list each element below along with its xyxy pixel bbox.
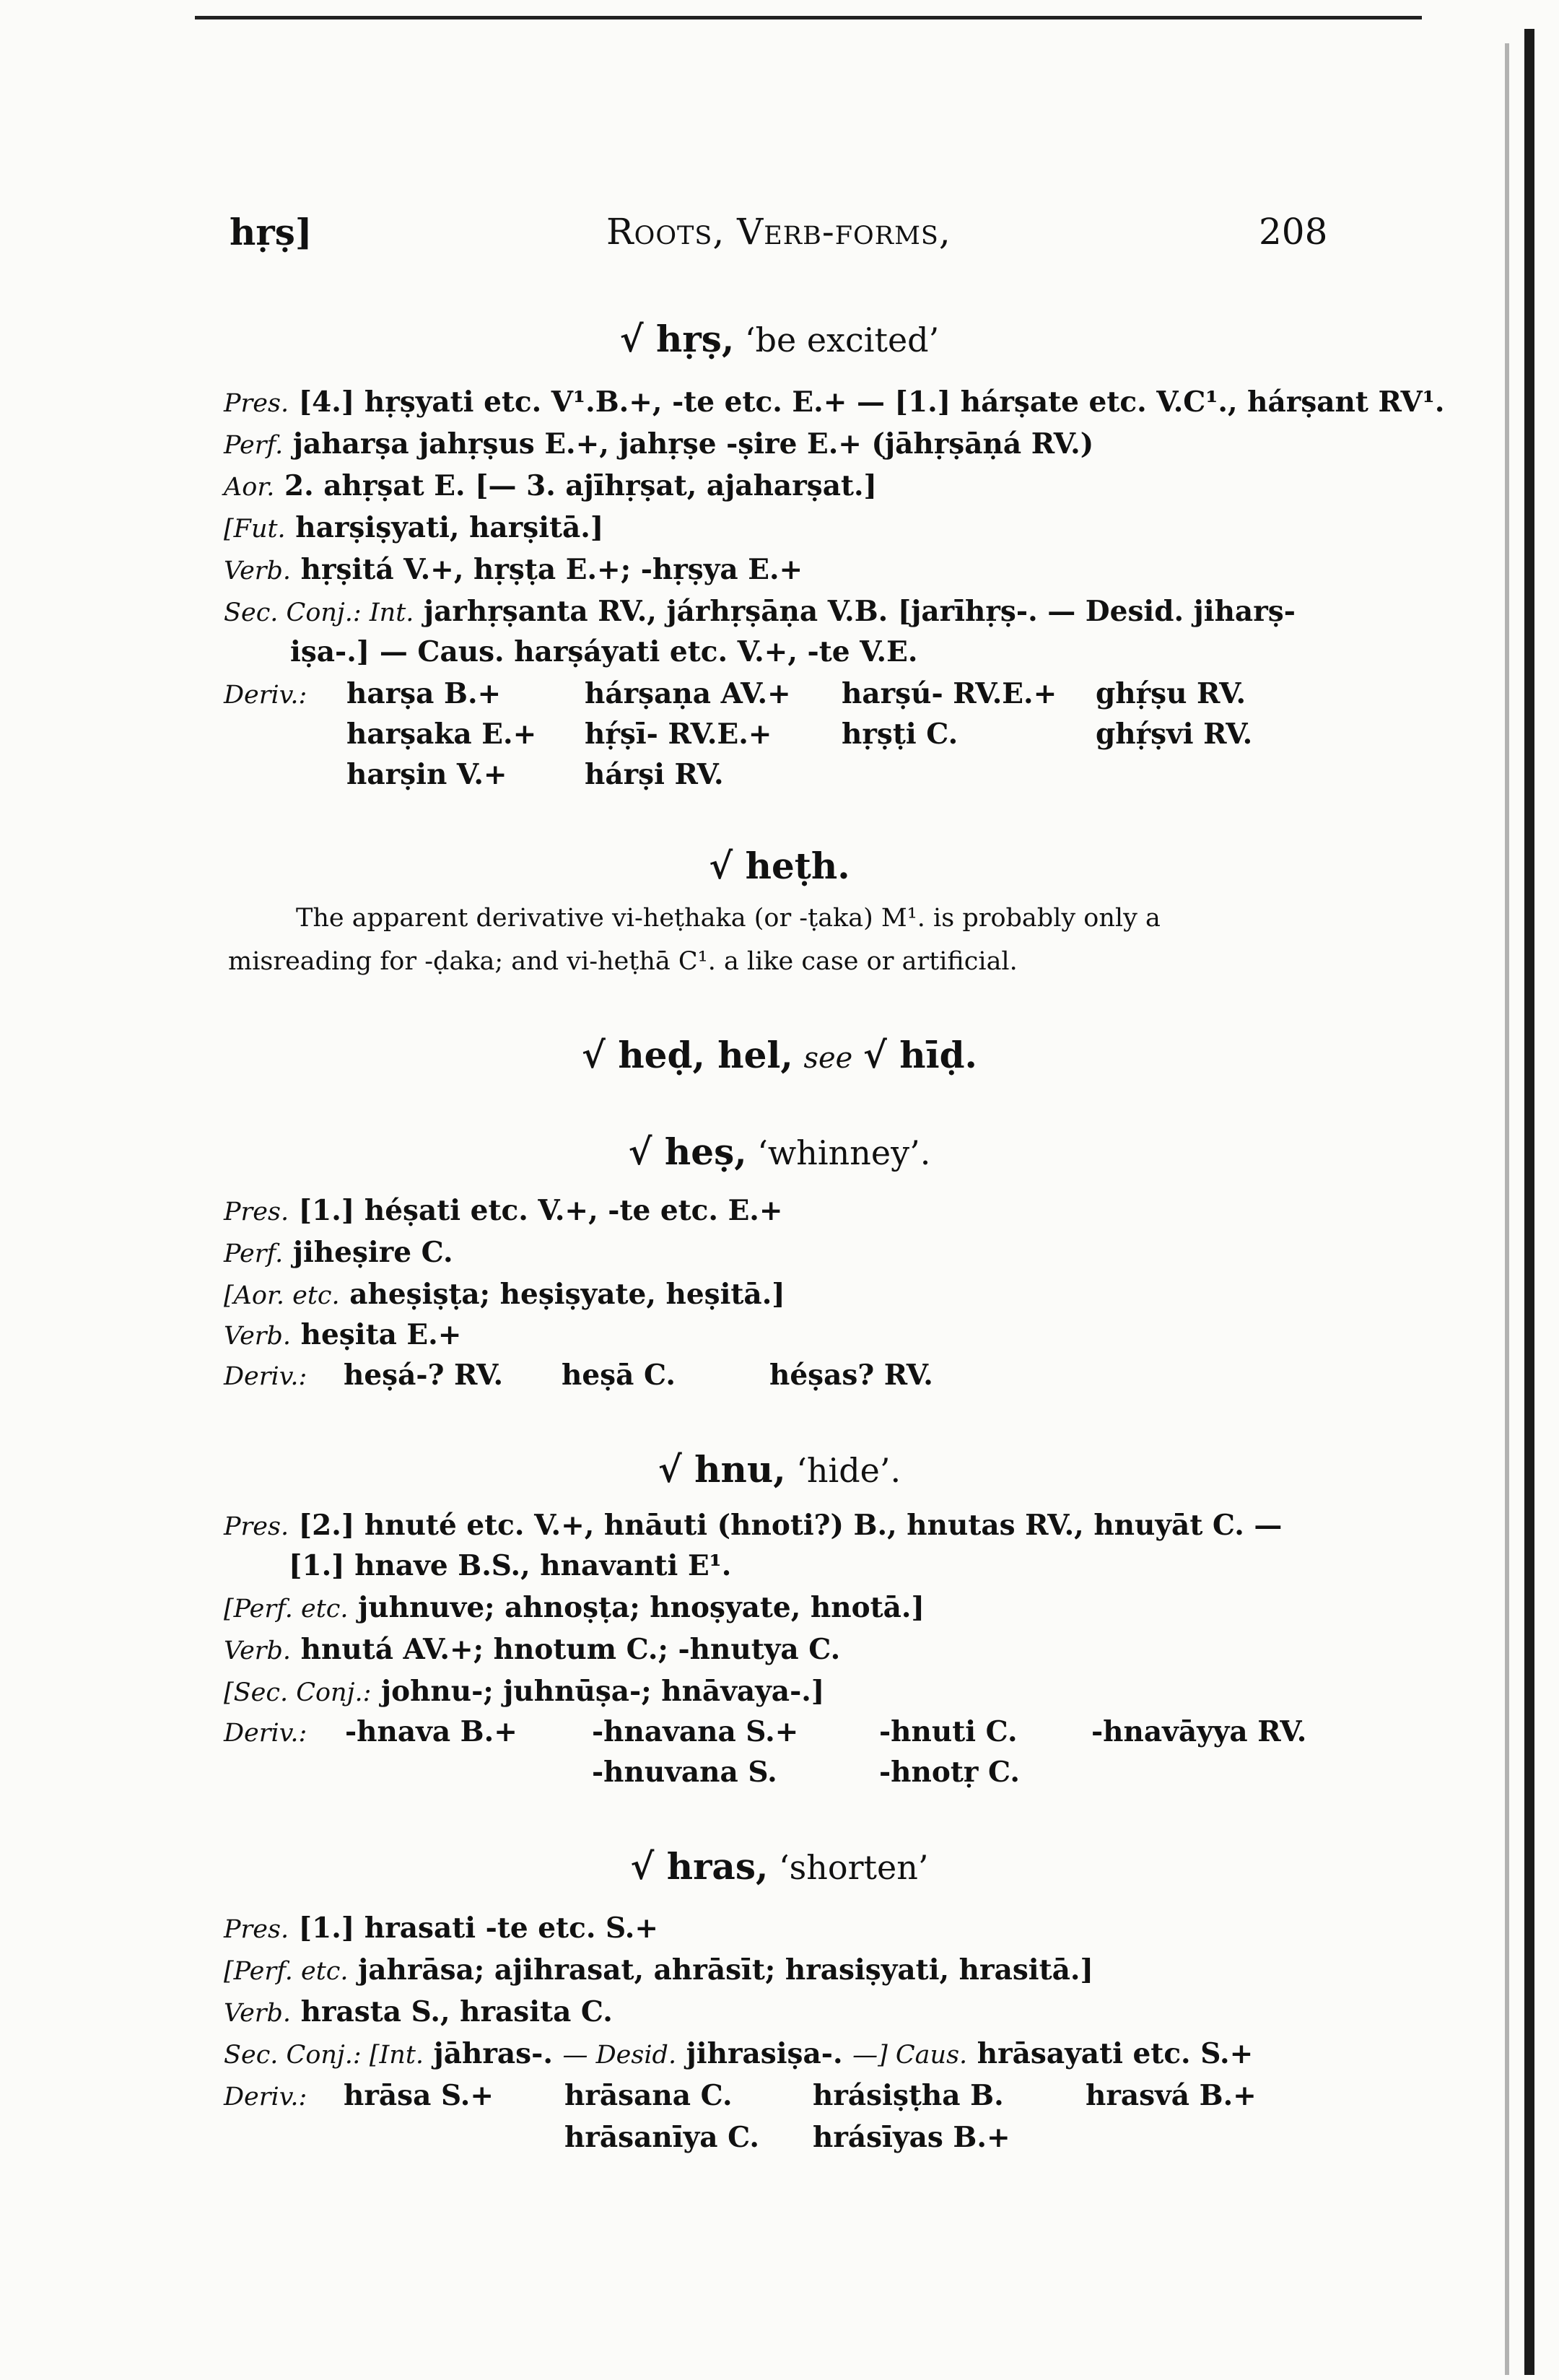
deriv-item: hrasvá B.+ [1086, 2079, 1257, 2112]
entry-gloss: ‘whinney’. [757, 1133, 931, 1172]
entry-line: [Perf. etc. jahrāsa; ajihrasat, ahrāsīt; hrasiṣyati, hrasitā.] [224, 1953, 1093, 1987]
deriv-item: hrāsana C. [564, 2079, 733, 2112]
entry-line: [Aor. etc. aheṣiṣṭa; heṣiṣyate, heṣitā.] [224, 1278, 785, 1311]
see-target: √ hīḍ. [863, 1034, 977, 1076]
entry-title-hed [0, 1034, 1559, 1076]
entry-line: Pres. [1.] hrasati -te etc. S.+ [224, 1912, 659, 1945]
entry-line: Pres. [2.] hnuté etc. V.+, hnāuti (hnoti?) B., hnutas RV., hnuyāt C. — [224, 1509, 1283, 1542]
entry-line: [1.] hnave B.S., hnavanti E¹. [289, 1549, 732, 1582]
entry-root: √ hras, [630, 1845, 769, 1888]
entry-root: √ hṛṣ, [619, 318, 735, 360]
deriv-item: harṣú- RV.E.+ [842, 677, 1057, 710]
running-head-left: hṛṣ] [230, 211, 313, 253]
deriv-item: héṣas? RV. [769, 1359, 933, 1392]
entry-title-heth [0, 845, 1559, 887]
entry-line: Pres. [4.] hṛṣyati etc. V¹.B.+, -te etc. E.+ — [1.] hárṣate etc. V.C¹., hárṣant RV¹. [224, 385, 1445, 419]
entry-title-hrs [0, 318, 1559, 360]
entry-gloss: ‘hide’. [796, 1451, 901, 1490]
entry-line: Verb. hṛṣitá V.+, hṛṣṭa E.+; -hṛṣya E.+ [224, 553, 803, 586]
entry-line: [Sec. Conj.: johnu-; juhnūṣa-; hnāvaya-.] [224, 1675, 825, 1708]
deriv-item: hrāsa S.+ [344, 2079, 494, 2112]
deriv-item: ghṛ́ṣu RV. [1096, 677, 1246, 710]
entry-root: √ heṣ, [628, 1130, 747, 1173]
deriv-item: hárṣi RV. [585, 758, 724, 791]
deriv-item: -hnuvana S. [592, 1756, 777, 1789]
running-head-title: Roots, Verb-forms, [606, 211, 951, 253]
deriv-item: -hnavana S.+ [592, 1715, 799, 1748]
deriv-item: harṣin V.+ [346, 758, 507, 791]
entry-line: iṣa-.] — Caus. harṣáyati etc. V.+, -te V.E. [290, 635, 918, 668]
entry-title-hnu [0, 1448, 1559, 1491]
deriv-item: -hnotṛ C. [879, 1756, 1020, 1789]
entry-line: Verb. heṣita E.+ [224, 1318, 462, 1351]
deriv-item: harṣaka E.+ [346, 718, 537, 751]
deriv-item: hṛ́ṣī- RV.E.+ [585, 718, 772, 751]
deriv-item: harṣa B.+ [346, 677, 502, 710]
deriv-item: -hnuti C. [879, 1715, 1018, 1748]
note-paragraph: misreading for -ḍaka; and vi-heṭhā C¹. a like case or artificial. [228, 947, 1018, 976]
entry-line: Sec. Conj.: Int. jarhṛṣanta RV., járhṛṣāṇa V.B. [jarīhṛṣ-. — Desid. jiharṣ- [224, 595, 1296, 628]
entry-line: Verb. hrasta S., hrasita C. [224, 1995, 613, 2028]
deriv-item: heṣā C. [562, 1359, 676, 1392]
entry-line: Sec. Conj.: [Int. jāhras-. — Desid. jihrasiṣa-. —] Caus. hrāsayati etc. S.+ [224, 2037, 1254, 2070]
deriv-item: hárṣaṇa AV.+ [585, 677, 791, 710]
deriv-item: hrāsanīya C. [564, 2121, 760, 2154]
deriv-label: Deriv.: [224, 1362, 307, 1391]
deriv-item: -hnavāyya RV. [1091, 1715, 1307, 1748]
deriv-label: Deriv.: [224, 681, 307, 710]
entry-line: Pres. [1.] héṣati etc. V.+, -te etc. E.+ [224, 1194, 783, 1227]
deriv-item: -hnava B.+ [345, 1715, 518, 1748]
deriv-label: Deriv.: [224, 1719, 307, 1748]
deriv-item: hṛṣṭi C. [842, 718, 958, 751]
entry-line: [Fut. harṣiṣyati, harṣitā.] [224, 511, 604, 544]
deriv-item: heṣá-? RV. [344, 1359, 504, 1392]
entry-line: Perf. jiheṣire C. [224, 1236, 453, 1269]
entry-line: Perf. jaharṣa jahṛṣus E.+, jahṛṣe -ṣire E.+ (jāhṛṣāṇá RV.) [224, 427, 1094, 461]
entry-root: √ heṭh. [709, 845, 850, 887]
page-number: 208 [1259, 211, 1328, 253]
note-paragraph: The apparent derivative vi-heṭhaka (or -ṭaka) M¹. is probably only a [296, 904, 1161, 933]
deriv-label: Deriv.: [224, 2083, 307, 2111]
see-reference: see [803, 1042, 853, 1075]
entry-line: Aor. 2. ahṛṣat E. [— 3. ajīhṛṣat, ajaharṣat.] [224, 469, 878, 502]
entry-line: Verb. hnutá AV.+; hnotum C.; -hnutya C. [224, 1633, 841, 1666]
entry-gloss: ‘shorten’ [779, 1848, 929, 1887]
entry-root: √ heḍ, hel, [582, 1034, 793, 1076]
deriv-item: hrásīyas B.+ [813, 2121, 1010, 2154]
entry-title-hras [0, 1845, 1559, 1888]
entry-title-hes [0, 1130, 1559, 1173]
deriv-item: hrásiṣṭha B. [813, 2079, 1004, 2112]
entry-root: √ hnu, [658, 1448, 786, 1491]
entry-gloss: ‘be excited’ [744, 321, 940, 359]
deriv-item: ghṛ́ṣvi RV. [1096, 718, 1253, 751]
entry-line: [Perf. etc. juhnuve; ahnoṣṭa; hnoṣyate, hnotā.] [224, 1591, 925, 1624]
